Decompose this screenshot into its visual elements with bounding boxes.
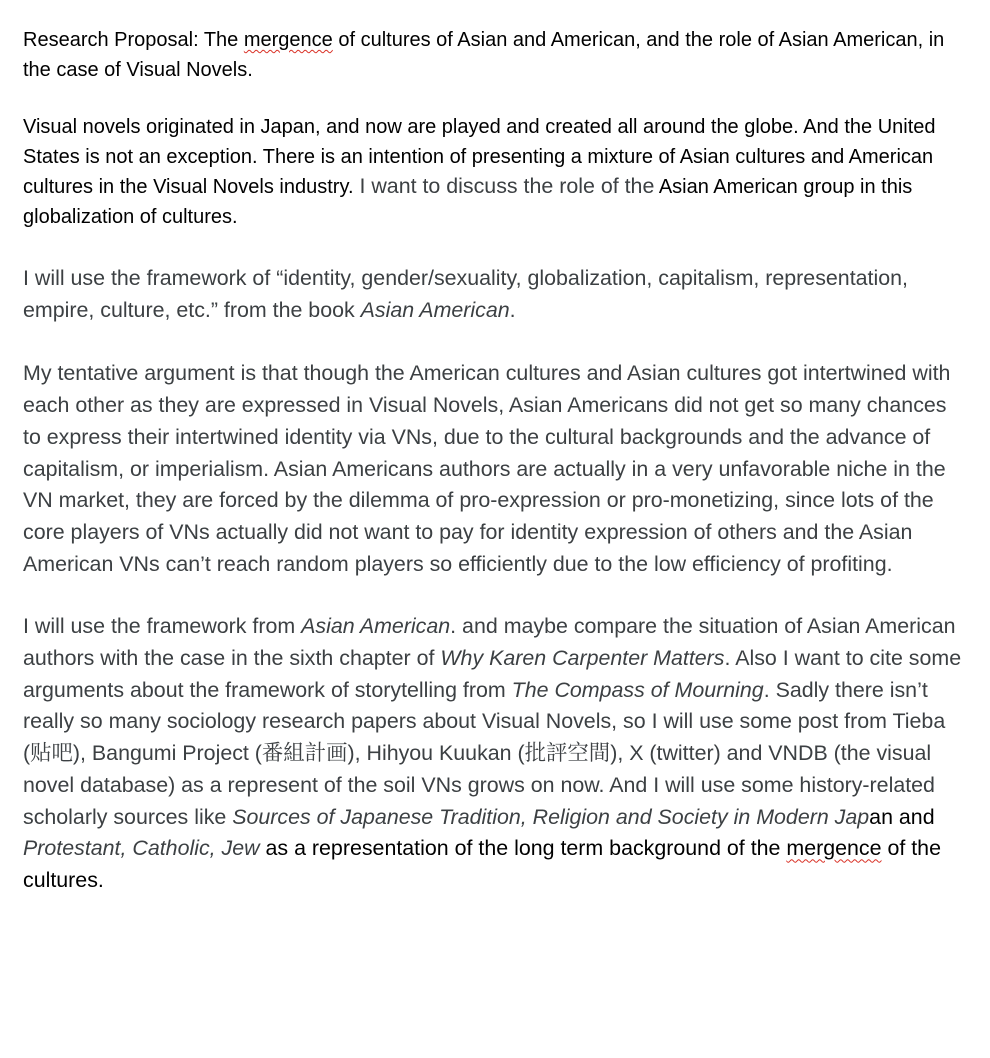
methods-text-1: I will use the framework from	[23, 614, 302, 639]
argument-text: My tentative argument is that though the American cultures and Asian cultures got intertwined with each other as they are expressed in Visual Novels, Asian Americans did not get so many chances to express their intertwined identity via VNs, due to the cultural backgrounds and the advance of capitalism, or imperialism. Asian Americans authors are actually in a very unfavorable niche in the VN market, they are forced by the dilemma of pro-expression or pro-monetizing, since lots of the core players of VNs actually did not want to pay for identity expression of others and the Asian American VNs can’t reach random players so efficiently due to the low efficiency of profiting.	[23, 361, 951, 576]
book-title-protestant-catholic-jew: Protestant, Catholic, Jew	[23, 836, 260, 861]
intro-text-1: Visual novels originated in Japan, and now are played and created all around the globe. And the United States is not an exception. There is an intention of presenting a mixture of Asian cultures and American cultures in the Visual Novels industry.	[23, 116, 936, 198]
title-text-2: of cultures of Asian and American, and the role of Asian American, in the case of Visual Novels.	[23, 29, 945, 81]
argument-paragraph	[23, 358, 968, 580]
intro-text-3: Asian American group in this globalization of cultures.	[23, 176, 913, 228]
methods-text-7: of the cultures.	[23, 836, 941, 892]
book-title-asian-american: Asian American	[360, 297, 510, 322]
methods-text-5: an and	[869, 804, 935, 829]
title-paragraph	[23, 26, 968, 85]
book-title-asian-american-2: Asian American	[301, 614, 451, 639]
book-title-karen-carpenter: Why Karen Carpenter Matters	[440, 646, 725, 671]
methods-text-6: as a representation of the long term background of the	[259, 836, 787, 861]
book-titles-japanese-tradition: Sources of Japanese Tradition, Religion and Society in Modern Jap	[232, 804, 870, 829]
framework-text-1: I will use the framework of “identity, gender/sexuality, globalization, capitalism, representation, empire, culture, etc.” from the book	[23, 266, 908, 322]
intro-paragraph	[23, 113, 968, 232]
methods-text-3: . Also I want to cite some arguments about the framework of storytelling from	[23, 646, 962, 702]
framework-paragraph	[23, 263, 968, 326]
methods-paragraph	[23, 611, 968, 896]
intro-text-2: I want to discuss the role of the	[353, 174, 655, 198]
title-text-1: Research Proposal: The	[23, 29, 244, 51]
book-title-compass-of-mourning: The Compass of Mourning	[511, 677, 764, 702]
framework-text-2: .	[509, 297, 516, 322]
misspelled-word[interactable]: mergence	[243, 29, 333, 51]
misspelled-word-2[interactable]: mergence	[786, 836, 882, 861]
methods-text-4: . Sadly there isn’t really so many sociology research papers about Visual Novels, so I will use some post from Tieba (贴吧), Bangumi Project (番組計画), Hihyou Kuukan (批評空間), X (twitter) and VNDB (the visual novel database) as a represent of the soil VNs grows on now. And I will use some history-related scholarly sources like	[23, 677, 946, 829]
methods-text-2: . and maybe compare the situation of Asian American authors with the case in the sixth chapter of	[23, 614, 956, 671]
document-body[interactable]	[23, 26, 968, 897]
